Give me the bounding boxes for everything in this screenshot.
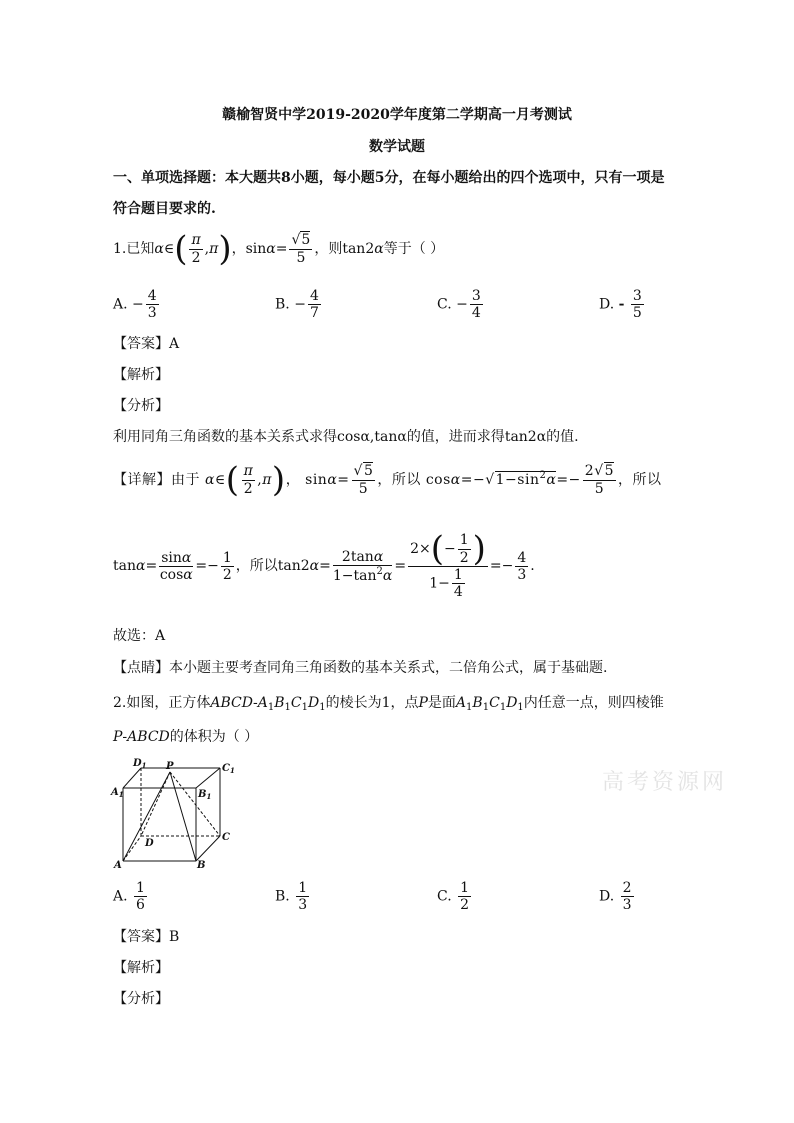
q2-option-c: C. $\frac{1}{2}$ bbox=[437, 880, 470, 914]
q1-detail-line2: tanα= $\frac{\sin\alpha}{\cos\alpha}$ =− $\frac{1}{2}$ ，所以tan2α= $\frac{2\tan\alpha}{1-\tan^2\alpha}$ = 2×(− $\frac{1}{2}$ ) 1− $\frac{1}{4}$ =− $\frac{4}{3}$ . bbox=[113, 529, 535, 601]
q1-option-a: A. − $\frac{4}{3}$ bbox=[113, 288, 157, 322]
svg-text:B1: $B_1$ bbox=[198, 789, 212, 801]
q1-option-b: B. − $\frac{4}{7}$ bbox=[275, 288, 319, 322]
q1-option-c: C. − $\frac{3}{4}$ bbox=[437, 288, 481, 322]
q1-stem: 1.已知α∈( $\frac{\pi}{2}$ ,π)，sinα= $\frac{√5}{5}$ ，则tan2α等于（ ） bbox=[113, 229, 445, 269]
q1-detail-line1: 【详解】由于 α∈( $\frac{\pi}{2}$ ,π)， sinα= $\frac{√5}{5}$ ，所以 $\cos\alpha=-√1-\sin^2\alpha=-$ $\frac{2√5}{5}$ ，所以 bbox=[113, 460, 662, 500]
q1-option-d: D. - $\frac{3}{5}$ bbox=[599, 288, 642, 322]
q1-choice: 故选：A bbox=[113, 628, 166, 644]
q1-fenxi-text: 利用同角三角函数的基本关系式求得cosα,tanα的值，进而求得tan2α的值. bbox=[113, 429, 579, 445]
section-heading-line1: 一、单项选择题：本大题共8小题，每小题5分，在每小题给出的四个选项中，只有一项是 bbox=[113, 170, 665, 186]
q2-stem-line2: P-ABCD的体积为（ ） bbox=[113, 729, 259, 745]
q2-option-a: A. $\frac{1}{6}$ bbox=[113, 880, 145, 914]
svg-text:A: A bbox=[114, 860, 122, 871]
svg-text:P: P bbox=[166, 761, 174, 772]
q2-analysis-heading: 【解析】 bbox=[113, 960, 169, 976]
q1-answer: 【答案】A bbox=[113, 336, 180, 352]
svg-text:A1: $A_1$ bbox=[111, 787, 124, 799]
svg-text:C: C bbox=[222, 832, 230, 843]
q2-answer: 【答案】B bbox=[113, 929, 180, 945]
section-heading-line2: 符合题目要求的. bbox=[113, 201, 216, 217]
page-subtitle: 数学试题 bbox=[369, 139, 425, 155]
q2-fenxi-heading: 【分析】 bbox=[113, 991, 169, 1007]
page-title: 赣榆智贤中学2019-2020学年度第二学期高一月考测试 bbox=[222, 107, 572, 123]
q1-analysis-heading: 【解析】 bbox=[113, 367, 169, 383]
q2-stem-line1: 2.如图，正方体ABCD-$A_1B_1C_1D_1$的棱长为1，点P是面$A_1B_1C_1D_1$内任意一点，则四棱锥 bbox=[113, 695, 664, 713]
q2-option-b: B. $\frac{1}{3}$ bbox=[275, 880, 308, 914]
svg-text:D: D bbox=[145, 838, 154, 849]
watermark: 高考资源网 bbox=[602, 770, 728, 795]
svg-text:D1: $D_1$ bbox=[133, 758, 147, 770]
q1-comment: 【点睛】本小题主要考查同角三角函数的基本关系式，二倍角公式，属于基础题. bbox=[113, 660, 608, 676]
q1-fenxi-heading: 【分析】 bbox=[113, 398, 169, 414]
svg-text:B: B bbox=[197, 860, 206, 871]
q2-option-d: D. $\frac{2}{3}$ bbox=[599, 880, 632, 914]
svg-text:C1: $C_1$ bbox=[222, 763, 235, 775]
cube-pyramid-figure bbox=[108, 758, 246, 872]
